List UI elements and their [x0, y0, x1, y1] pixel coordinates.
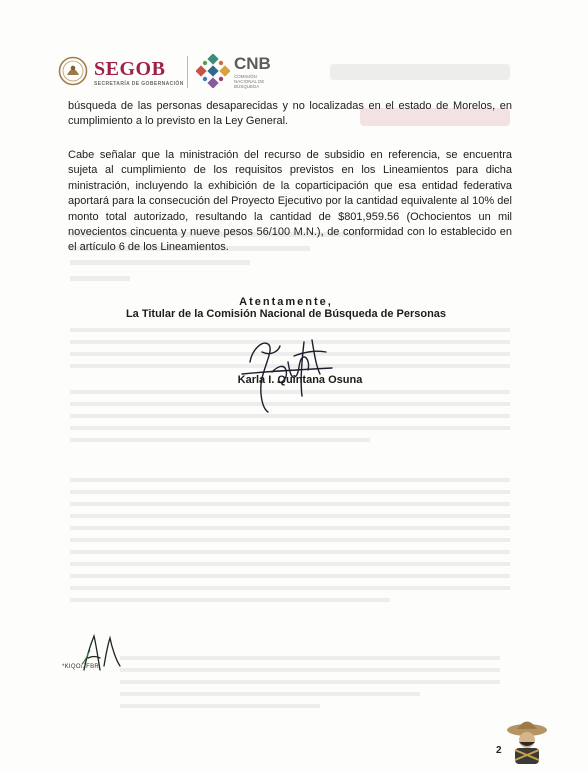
segob-subtitle: SECRETARÍA DE GOBERNACIÓN	[94, 81, 184, 87]
cnb-wordmark: CNB	[234, 54, 271, 73]
segob-wordmark: SEGOB	[94, 58, 166, 80]
body-paragraph-2: Cabe señalar que la ministración del recurso de subsidio en referencia, se encuentra sujeta al cumplimiento de los requisitos previstos en los Lineamientos para dicha ministración, incluyendo la exhibición de la coparticipación que esa entidad federativa aportará para la consecución del Proyecto Ejecutivo por la cantidad equivalente al 10% del monto total autorizado, resultando la cantidad de $801,959.56 (Ochocientos un mil novecientos cincuenta y nueve pesos 56/100 M.N.), de conformidad con lo establecido en el artículo 6 de los Lineamientos.	[68, 149, 512, 254]
cnb-pattern-logo-icon	[196, 54, 230, 88]
mexico-coat-of-arms-icon	[58, 56, 88, 86]
logo-divider	[187, 56, 188, 88]
salutation: Atentamente,	[239, 296, 333, 308]
reference-code: *KIQO/JFBR	[62, 664, 100, 670]
body-paragraph-1: búsqueda de las personas desaparecidas y no localizadas en el estado de Morelos, en cumplimiento a lo previsto en la Ley General.	[68, 100, 512, 128]
signer-name: Karla I. Quintana Osuna	[237, 374, 363, 386]
letterhead	[58, 50, 538, 92]
signer-title: La Titular de la Comisión Nacional de Búsqueda de Personas	[125, 308, 447, 320]
sombrero-figure-stamp-icon	[505, 716, 549, 764]
handwritten-signature	[232, 322, 342, 418]
cnb-subtitle: COMISIÓN NACIONAL DE BÚSQUEDA	[234, 74, 265, 89]
page-number: 2	[496, 745, 502, 756]
